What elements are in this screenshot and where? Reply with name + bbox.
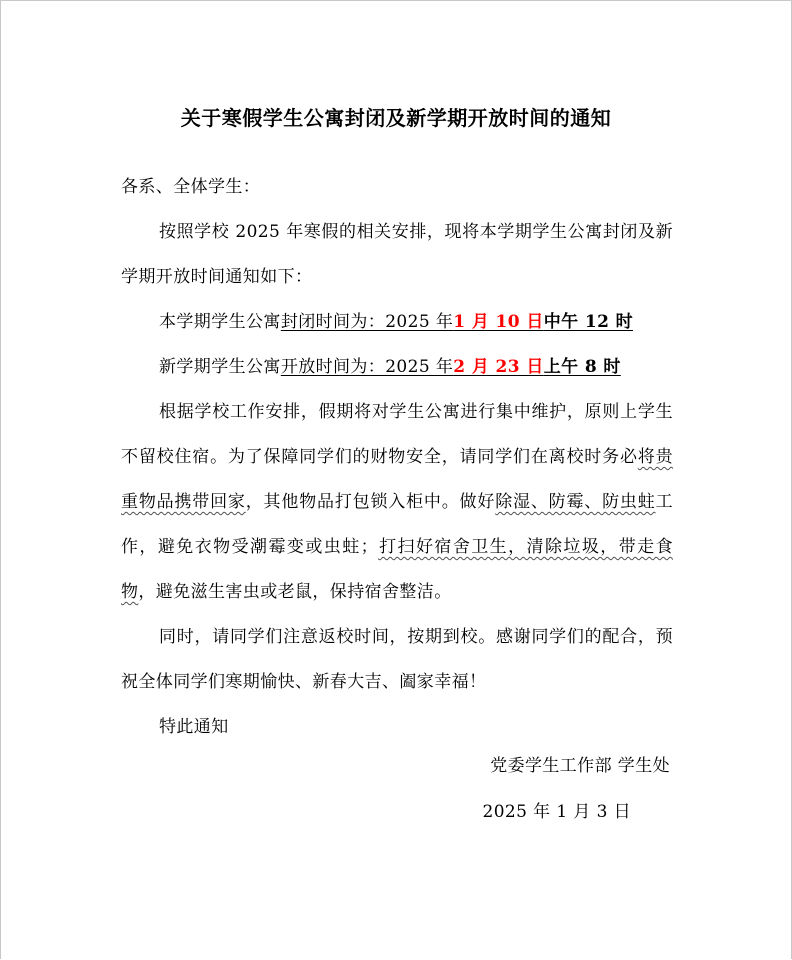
signature-date: 2025 年 1 月 3 日 [482,802,631,822]
closing-prefix: 本学期学生公寓 [159,312,281,332]
opening-prefix: 新学期学生公寓 [159,357,281,377]
closing-time-underlined [281,312,633,332]
opening-date: 2 月 23 日 [453,357,544,377]
closing-time-line [121,300,673,345]
maintenance-text-5: 工作，避免衣物受潮霉变或虫蛀； [121,492,673,557]
maintenance-moisture: 除湿、防霉、防虫蛀 [495,492,656,512]
reminder-paragraph: 同时，请同学们注意返校时间，按期到校。感谢同学们的配合，预祝全体同学们寒期愉快、新春大吉、阖家幸福！ [121,627,673,692]
maintenance-text-3: ，其他物品打包锁入柜中。做好 [245,492,496,512]
maintenance-cleaning: 打扫好宿舍卫生，清除垃圾，带走食物 [121,537,673,602]
notice-end: 特此通知 [159,717,229,737]
closing-date: 1 月 10 日 [453,312,544,332]
document-title: 关于寒假学生公寓封闭及新学期开放时间的通知 [180,106,612,130]
maintenance-text-1: 根据学校工作安排，假期将对学生公寓进行集中维护，原则上学生不留校住宿。为了保障同学们的财物安全，请同学们在离校时务必 [121,402,673,467]
opening-time-line [121,345,673,390]
greeting: 各系、全体学生： [121,177,261,197]
closing-time: 中午 12 时 [543,312,634,332]
document-body [121,165,673,750]
closing-label: 封闭时间为：2025 年 [280,312,454,332]
opening-label: 开放时间为：2025 年 [280,357,454,377]
maintenance-paragraph [121,390,673,615]
intro-paragraph: 按照学校 2025 年寒假的相关安排，现将本学期学生公寓封闭及新学期开放时间通知如下： [121,222,673,287]
opening-time: 上午 8 时 [543,357,621,377]
signature-department: 党委学生工作部 学生处 [490,756,670,776]
maintenance-text-7: ，避免滋生害虫或老鼠，保持宿舍整洁。 [138,582,452,602]
maintenance-valuables: 将贵重物品携带回家 [121,447,673,512]
opening-time-underlined [281,357,621,377]
